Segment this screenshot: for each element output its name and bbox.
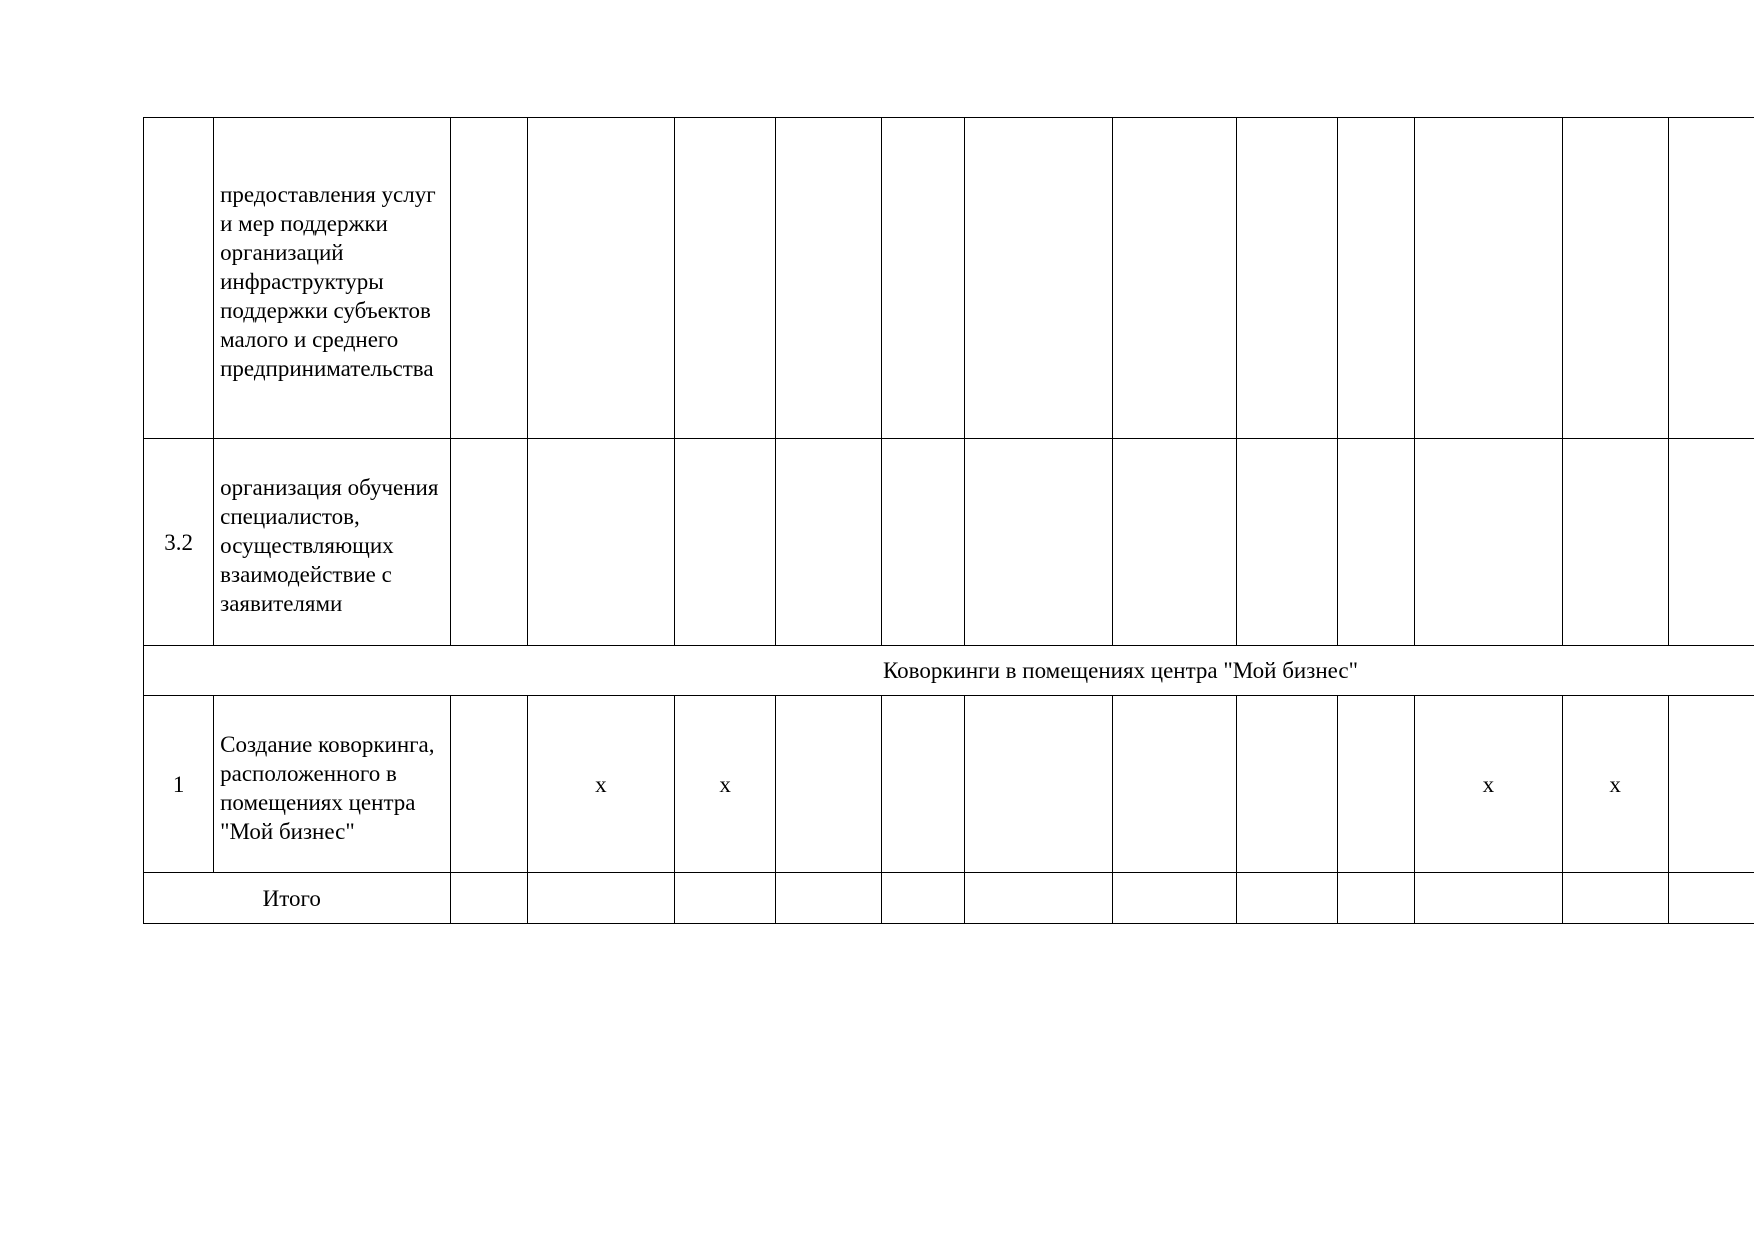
data-table bbox=[143, 117, 1754, 924]
value-cell bbox=[1338, 873, 1415, 924]
value-cell bbox=[1415, 873, 1562, 924]
value-cell bbox=[674, 439, 775, 646]
value-cell: х bbox=[527, 696, 674, 873]
value-cell bbox=[450, 873, 527, 924]
value-cell bbox=[1562, 873, 1668, 924]
value-cell: х bbox=[1415, 696, 1562, 873]
value-cell bbox=[965, 696, 1112, 873]
value-cell bbox=[1415, 118, 1562, 439]
value-cell bbox=[965, 873, 1112, 924]
row-number-cell: 3.2 bbox=[144, 439, 214, 646]
value-cell bbox=[1668, 873, 1754, 924]
value-cell bbox=[450, 696, 527, 873]
value-cell bbox=[1668, 439, 1754, 646]
table-row bbox=[144, 696, 1754, 873]
value-cell bbox=[882, 696, 965, 873]
value-cell bbox=[882, 873, 965, 924]
total-label: Итого bbox=[144, 873, 451, 924]
value-cell bbox=[1338, 118, 1415, 439]
value-cell bbox=[674, 873, 775, 924]
value-cell bbox=[1236, 696, 1337, 873]
row-description-cell: предоставления услуг и мер поддержки организаций инфраструктуры поддержки субъектов малого и среднего предпринимательства bbox=[214, 118, 450, 439]
value-cell bbox=[1112, 873, 1236, 924]
table-row bbox=[144, 118, 1754, 439]
table-row bbox=[144, 439, 1754, 646]
value-cell bbox=[882, 439, 965, 646]
value-cell bbox=[674, 118, 775, 439]
section-row bbox=[144, 646, 1754, 696]
value-cell bbox=[1112, 439, 1236, 646]
row-description-cell: Создание коворкинга, расположенного в помещениях центра "Мой бизнес" bbox=[214, 696, 450, 873]
row-number-cell: 1 bbox=[144, 696, 214, 873]
value-cell bbox=[1338, 439, 1415, 646]
value-cell bbox=[527, 118, 674, 439]
value-cell bbox=[450, 118, 527, 439]
section-title: Коворкинги в помещениях центра "Мой бизнес" bbox=[144, 646, 1754, 696]
value-cell bbox=[965, 118, 1112, 439]
value-cell: х bbox=[674, 696, 775, 873]
value-cell bbox=[1236, 439, 1337, 646]
value-cell bbox=[776, 118, 882, 439]
value-cell bbox=[1112, 118, 1236, 439]
value-cell bbox=[527, 439, 674, 646]
value-cell bbox=[1236, 118, 1337, 439]
value-cell bbox=[1562, 118, 1668, 439]
value-cell: х bbox=[1562, 696, 1668, 873]
value-cell bbox=[965, 439, 1112, 646]
row-number-cell bbox=[144, 118, 214, 439]
value-cell bbox=[1668, 696, 1754, 873]
value-cell bbox=[882, 118, 965, 439]
value-cell bbox=[1112, 696, 1236, 873]
value-cell bbox=[1668, 118, 1754, 439]
row-description-cell: организация обучения специалистов, осуществляющих взаимодействие с заявителями bbox=[214, 439, 450, 646]
value-cell bbox=[527, 873, 674, 924]
value-cell bbox=[776, 873, 882, 924]
value-cell bbox=[450, 439, 527, 646]
value-cell bbox=[1236, 873, 1337, 924]
value-cell bbox=[1338, 696, 1415, 873]
value-cell bbox=[776, 696, 882, 873]
total-row bbox=[144, 873, 1754, 924]
value-cell bbox=[1562, 439, 1668, 646]
value-cell bbox=[1415, 439, 1562, 646]
value-cell bbox=[776, 439, 882, 646]
